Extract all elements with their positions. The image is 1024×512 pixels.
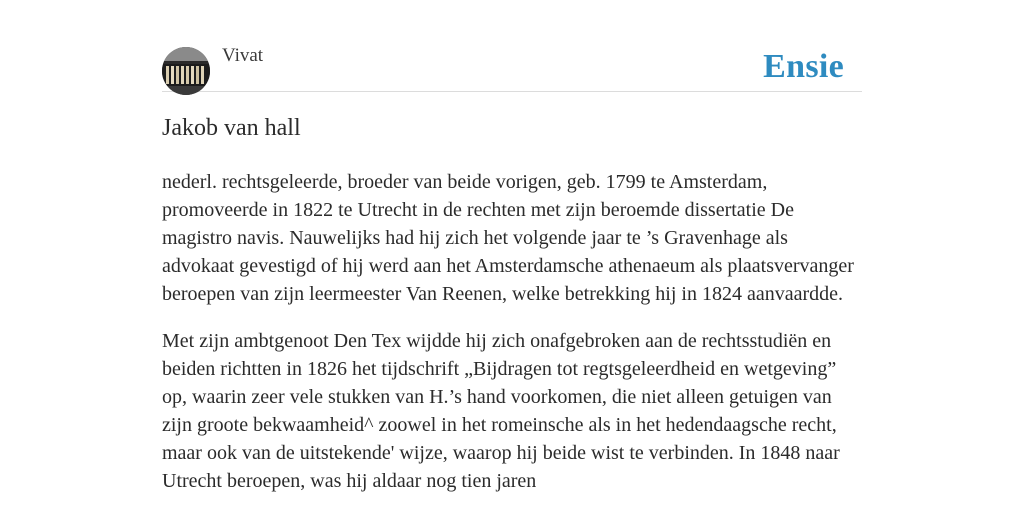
paragraph: Met zijn ambtgenoot Den Tex wijdde hij zich onafgebroken aan de rechtsstudiën en beiden richtten in 1826 het tijdschrift „Bijdragen tot regtsgeleerdheid en wetgeving” op, waarin zeer vele stukken van H.’s hand voorkomen, die niet alleen getuigen van zijn groote bekwaamheid^ zoowel in het romeinsche als in het hedendaagsche recht, maar ook van de uitstekende' wijze, waarop hij beide wist te verbinden. In 1848 naar Utrecht beroepen, was hij aldaar nog tien jaren: [162, 330, 840, 492]
avatar[interactable]: [162, 47, 210, 95]
page-container: [162, 0, 862, 492]
header: [162, 0, 862, 92]
author-name[interactable]: Vivat: [222, 45, 264, 66]
paragraph: nederl. rechtsgeleerde, broeder van beide vorigen, geb. 1799 te Amsterdam, promoveerde in 1822 te Utrecht in de rechten met zijn beroemde dissertatie De magistro navis. Nauwelijks had hij zich het volgende jaar te ’s Gravenhage als advokaat gevestigd of hij werd aan het Amsterdamsche athenaeum als plaatsvervanger beroepen van zijn leermeester Van Reenen, welke betrekking hij in 1824 aanvaardde.: [162, 171, 854, 305]
brand-logo[interactable]: Ensie: [763, 48, 844, 85]
article-body: [162, 168, 862, 512]
bookshelf-icon: [162, 47, 210, 95]
page-title: Jakob van hall: [162, 115, 301, 141]
